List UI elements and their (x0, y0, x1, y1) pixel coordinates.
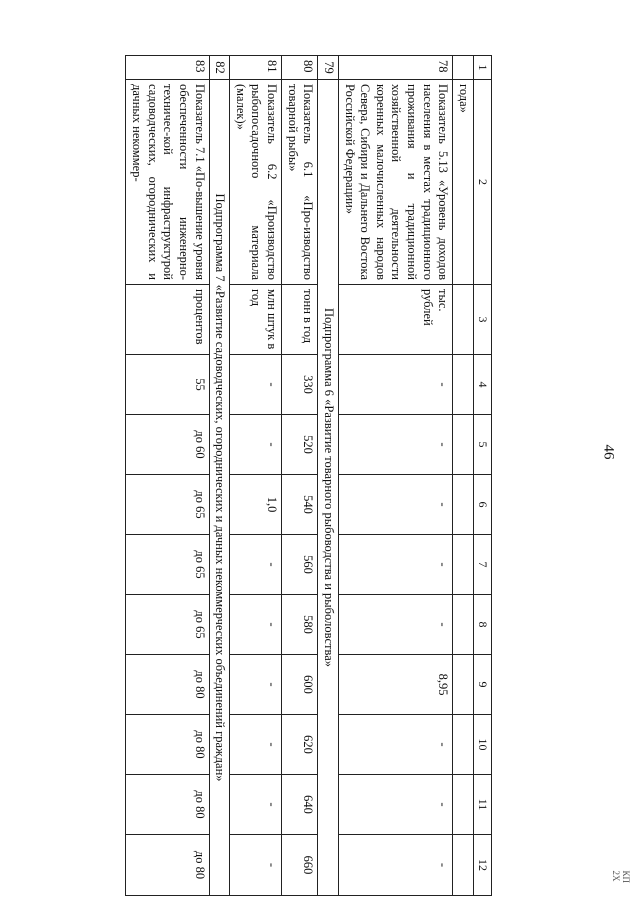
value-cell: до 80 (126, 835, 209, 896)
unit-cell: процентов (126, 285, 209, 355)
value-cell: - (339, 355, 453, 415)
value-cell: 8,95 (339, 655, 453, 715)
value-cell: 520 (282, 415, 318, 475)
value-cell (453, 595, 474, 655)
value-cell: 330 (282, 355, 318, 415)
value-cell: 55 (126, 355, 209, 415)
value-cell: - (230, 595, 282, 655)
col-header: 7 (474, 535, 492, 595)
value-cell (453, 415, 474, 475)
col-header: 11 (474, 775, 492, 835)
subprogram-title: Подпрограмма 6 «Развитие товарного рыбоводства и рыболовства» (318, 80, 339, 896)
value-cell: 620 (282, 715, 318, 775)
value-cell: - (230, 355, 282, 415)
value-cell: - (230, 835, 282, 896)
indicator-name: Показатель 7.1 «По-вышение уровня обеспеченности инженерно-техничес-кой инфраструктурой садоводческих, огороднических и дачных некоммер- (126, 80, 209, 285)
subprogram-row (209, 56, 230, 896)
col-header: 4 (474, 355, 492, 415)
value-cell: 540 (282, 475, 318, 535)
row-number (453, 56, 474, 80)
table-row (339, 56, 453, 896)
indicator-name: Показатель 6.1 «Про-изводство товарной рыбы» (282, 80, 318, 285)
value-cell: до 60 (126, 415, 209, 475)
value-cell: 640 (282, 775, 318, 835)
value-cell: - (230, 535, 282, 595)
value-cell: - (339, 535, 453, 595)
indicator-name: года» (453, 80, 474, 285)
value-cell (453, 835, 474, 896)
value-cell: - (339, 415, 453, 475)
row-number: 78 (339, 56, 453, 80)
col-header: 1 (474, 56, 492, 80)
value-cell: 1,0 (230, 475, 282, 535)
value-cell: - (339, 475, 453, 535)
value-cell: 560 (282, 535, 318, 595)
row-number: 80 (282, 56, 318, 80)
table-row (453, 56, 474, 896)
unit-cell: тыс. рублей (339, 285, 453, 355)
col-header: 5 (474, 415, 492, 475)
value-cell (453, 655, 474, 715)
unit-cell: тонн в год (282, 285, 318, 355)
page-number: 46 (600, 444, 617, 460)
value-cell: - (339, 775, 453, 835)
value-cell (453, 715, 474, 775)
subprogram-title: Подпрограмма 7 «Развитие садоводческих, огороднических и дачных некоммерческих объединений граждан» (209, 80, 230, 896)
indicator-name: Показатель 6.2 «Производство рыбопосадочного материала (малек)» (230, 80, 282, 285)
header-row (474, 56, 492, 896)
indicators-table (126, 55, 493, 896)
col-header: 12 (474, 835, 492, 896)
row-number: 83 (126, 56, 209, 80)
value-cell: - (230, 655, 282, 715)
value-cell: - (339, 715, 453, 775)
value-cell: до 65 (126, 595, 209, 655)
value-cell: до 80 (126, 715, 209, 775)
value-cell: 600 (282, 655, 318, 715)
value-cell (453, 535, 474, 595)
unit-cell (453, 285, 474, 355)
value-cell: - (339, 595, 453, 655)
value-cell: до 80 (126, 775, 209, 835)
value-cell: - (230, 715, 282, 775)
col-header: 3 (474, 285, 492, 355)
subprogram-row (318, 56, 339, 896)
col-header: 2 (474, 80, 492, 285)
value-cell (453, 475, 474, 535)
col-header: 10 (474, 715, 492, 775)
value-cell: - (230, 415, 282, 475)
value-cell: 660 (282, 835, 318, 896)
value-cell: до 65 (126, 475, 209, 535)
value-cell: до 80 (126, 655, 209, 715)
table-row (126, 56, 209, 896)
footer-mark: КП 2Х (611, 870, 631, 884)
col-header: 6 (474, 475, 492, 535)
row-number: 79 (318, 56, 339, 80)
row-number: 82 (209, 56, 230, 80)
value-cell: - (230, 775, 282, 835)
table-row (282, 56, 318, 896)
table-row (230, 56, 282, 896)
indicator-name: Показатель 5.13 «Уровень доходов населения в местах традиционного проживания и традиционной хозяйственной деятельности коренных малочисленных народов Севера, Сибири и Дальнего Востока Российской Федерации» (339, 80, 453, 285)
value-cell: 580 (282, 595, 318, 655)
value-cell (453, 355, 474, 415)
value-cell (453, 775, 474, 835)
col-header: 9 (474, 655, 492, 715)
col-header: 8 (474, 595, 492, 655)
row-number: 81 (230, 56, 282, 80)
value-cell: - (339, 835, 453, 896)
value-cell: до 65 (126, 535, 209, 595)
unit-cell: млн штук в год (230, 285, 282, 355)
rotated-table-container (102, 55, 492, 895)
